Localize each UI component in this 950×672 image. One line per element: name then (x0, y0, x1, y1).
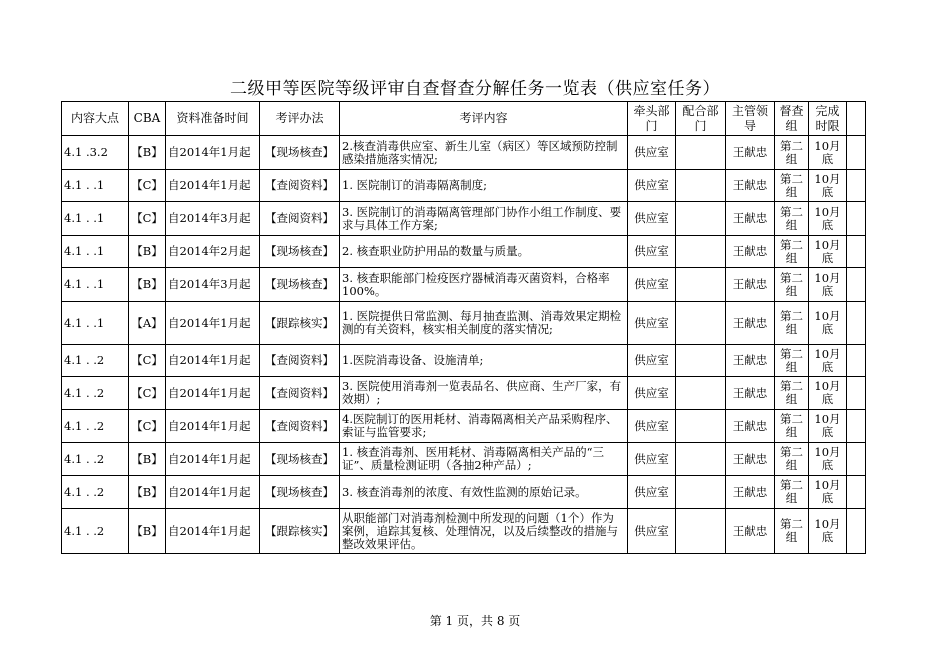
coop-dept-cell (676, 377, 726, 410)
leader-cell: 王献忠 (726, 377, 775, 410)
header-cell: 督查组 (775, 102, 809, 136)
row-id-cell: 4.1 . .1 (62, 202, 129, 236)
leader-cell: 王献忠 (726, 410, 775, 443)
deadline-cell: 10月底 (809, 302, 847, 345)
coop-dept-cell (676, 202, 726, 236)
deadline-cell: 10月底 (809, 476, 847, 509)
leader-cell: 王献忠 (726, 136, 775, 170)
content-cell: 3. 医院使用消毒剂一览表品名、供应商、生产厂家，有效期）; (340, 377, 628, 410)
content-cell: 3. 核查消毒剂的浓度、有效性监测的原始记录。 (340, 476, 628, 509)
lead-dept-cell: 供应室 (628, 345, 676, 377)
coop-dept-cell (676, 268, 726, 302)
content-cell: 3. 核查职能部门检疫医疗器械消毒灭菌资料，合格率100%。 (340, 268, 628, 302)
deadline-cell: 10月底 (809, 170, 847, 202)
method-cell: 【跟踪核实】 (260, 302, 340, 345)
content-cell: 1.医院消毒设备、设施清单; (340, 345, 628, 377)
leader-cell: 王献忠 (726, 476, 775, 509)
row-id-cell: 4.1 . .2 (62, 509, 129, 554)
method-cell: 【现场核查】 (260, 443, 340, 476)
cba-cell: 【B】 (129, 509, 166, 554)
page-footer: 第 1 页，共 8 页 (429, 614, 521, 628)
row-id-cell: 4.1 . .1 (62, 170, 129, 202)
table-row (62, 202, 866, 236)
coop-dept-cell (676, 302, 726, 345)
deadline-cell: 10月底 (809, 345, 847, 377)
deadline-cell: 10月底 (809, 202, 847, 236)
leader-cell: 王献忠 (726, 443, 775, 476)
prep-time-cell: 自2014年1月起 (166, 377, 260, 410)
lead-dept-cell: 供应室 (628, 410, 676, 443)
table-row (62, 345, 866, 377)
method-cell: 【查阅资料】 (260, 345, 340, 377)
table-row (62, 443, 866, 476)
table-row (62, 302, 866, 345)
row-id-cell: 4.1 . .1 (62, 302, 129, 345)
empty-cell (847, 302, 866, 345)
row-id-cell: 4.1 . .1 (62, 268, 129, 302)
content-cell: 4.医院制订的医用耗材、消毒隔离相关产品采购程序、索证与监管要求; (340, 410, 628, 443)
header-cell: 考评办法 (260, 102, 340, 136)
method-cell: 【查阅资料】 (260, 377, 340, 410)
row-id-cell: 4.1 . .2 (62, 476, 129, 509)
prep-time-cell: 自2014年1月起 (166, 509, 260, 554)
coop-dept-cell (676, 170, 726, 202)
deadline-cell: 10月底 (809, 136, 847, 170)
empty-cell (847, 268, 866, 302)
empty-cell (847, 236, 866, 268)
cba-cell: 【C】 (129, 377, 166, 410)
cba-cell: 【C】 (129, 170, 166, 202)
table-row (62, 268, 866, 302)
prep-time-cell: 自2014年1月起 (166, 410, 260, 443)
cba-cell: 【B】 (129, 236, 166, 268)
row-id-cell: 4.1 .3.2 (62, 136, 129, 170)
table-row (62, 136, 866, 170)
group-cell: 第二组 (775, 268, 809, 302)
coop-dept-cell (676, 443, 726, 476)
table-row (62, 476, 866, 509)
content-cell: 1. 医院制订的消毒隔离制度; (340, 170, 628, 202)
empty-cell (847, 476, 866, 509)
page-title: 二级甲等医院等级评审自查督查分解任务一览表（供应室任务） (230, 79, 720, 99)
header-cell: 配合部门 (676, 102, 726, 136)
empty-cell (847, 136, 866, 170)
coop-dept-cell (676, 236, 726, 268)
group-cell: 第二组 (775, 170, 809, 202)
content-cell: 3. 医院制订的消毒隔离管理部门协作小组工作制度、要求与具体工作方案; (340, 202, 628, 236)
cba-cell: 【B】 (129, 443, 166, 476)
coop-dept-cell (676, 136, 726, 170)
row-id-cell: 4.1 . .2 (62, 443, 129, 476)
empty-cell (847, 410, 866, 443)
header-row (62, 102, 866, 136)
leader-cell: 王献忠 (726, 202, 775, 236)
empty-cell (847, 345, 866, 377)
header-cell: 牵头部门 (628, 102, 676, 136)
empty-cell (847, 377, 866, 410)
lead-dept-cell: 供应室 (628, 170, 676, 202)
lead-dept-cell: 供应室 (628, 302, 676, 345)
coop-dept-cell (676, 345, 726, 377)
deadline-cell: 10月底 (809, 377, 847, 410)
prep-time-cell: 自2014年3月起 (166, 268, 260, 302)
group-cell: 第二组 (775, 202, 809, 236)
leader-cell: 王献忠 (726, 236, 775, 268)
deadline-cell: 10月底 (809, 268, 847, 302)
prep-time-cell: 自2014年1月起 (166, 443, 260, 476)
table-row (62, 410, 866, 443)
content-cell: 2.核查消毒供应室、新生儿室（病区）等区域预防控制感染措施落实情况; (340, 136, 628, 170)
header-cell: 内容大点 (62, 102, 129, 136)
header-cell: 主管领导 (726, 102, 775, 136)
group-cell: 第二组 (775, 509, 809, 554)
method-cell: 【查阅资料】 (260, 170, 340, 202)
leader-cell: 王献忠 (726, 302, 775, 345)
lead-dept-cell: 供应室 (628, 509, 676, 554)
method-cell: 【现场核查】 (260, 136, 340, 170)
coop-dept-cell (676, 509, 726, 554)
empty-cell (847, 443, 866, 476)
leader-cell: 王献忠 (726, 345, 775, 377)
header-cell: 资料准备时间 (166, 102, 260, 136)
lead-dept-cell: 供应室 (628, 476, 676, 509)
prep-time-cell: 自2014年3月起 (166, 202, 260, 236)
cba-cell: 【C】 (129, 202, 166, 236)
group-cell: 第二组 (775, 377, 809, 410)
group-cell: 第二组 (775, 476, 809, 509)
lead-dept-cell: 供应室 (628, 377, 676, 410)
content-cell: 从职能部门对消毒剂检测中所发现的问题（1个）作为案例，追踪其复核、处理情况，以及后续整改的措施与整改效果评估。 (340, 509, 628, 554)
empty-cell (847, 202, 866, 236)
cba-cell: 【B】 (129, 136, 166, 170)
empty-cell (847, 170, 866, 202)
deadline-cell: 10月底 (809, 236, 847, 268)
content-cell: 1. 核查消毒剂、医用耗材、消毒隔离相关产品的“三证”、质量检测证明（各抽2种产品）; (340, 443, 628, 476)
lead-dept-cell: 供应室 (628, 236, 676, 268)
header-cell: 考评内容 (340, 102, 628, 136)
lead-dept-cell: 供应室 (628, 268, 676, 302)
coop-dept-cell (676, 476, 726, 509)
deadline-cell: 10月底 (809, 509, 847, 554)
prep-time-cell: 自2014年1月起 (166, 476, 260, 509)
content-cell: 2. 核查职业防护用品的数量与质量。 (340, 236, 628, 268)
cba-cell: 【B】 (129, 476, 166, 509)
deadline-cell: 10月底 (809, 443, 847, 476)
group-cell: 第二组 (775, 443, 809, 476)
method-cell: 【查阅资料】 (260, 410, 340, 443)
cba-cell: 【C】 (129, 410, 166, 443)
group-cell: 第二组 (775, 410, 809, 443)
group-cell: 第二组 (775, 236, 809, 268)
coop-dept-cell (676, 410, 726, 443)
table-row (62, 509, 866, 554)
leader-cell: 王献忠 (726, 170, 775, 202)
group-cell: 第二组 (775, 302, 809, 345)
prep-time-cell: 自2014年1月起 (166, 170, 260, 202)
lead-dept-cell: 供应室 (628, 136, 676, 170)
method-cell: 【查阅资料】 (260, 202, 340, 236)
row-id-cell: 4.1 . .1 (62, 236, 129, 268)
task-table (61, 101, 866, 554)
header-cell: 完成时限 (809, 102, 847, 136)
cba-cell: 【B】 (129, 268, 166, 302)
prep-time-cell: 自2014年1月起 (166, 302, 260, 345)
method-cell: 【现场核查】 (260, 268, 340, 302)
header-cell-empty (847, 102, 866, 136)
method-cell: 【现场核查】 (260, 476, 340, 509)
group-cell: 第二组 (775, 345, 809, 377)
lead-dept-cell: 供应室 (628, 443, 676, 476)
table-row (62, 377, 866, 410)
prep-time-cell: 自2014年2月起 (166, 236, 260, 268)
method-cell: 【跟踪核实】 (260, 509, 340, 554)
row-id-cell: 4.1 . .2 (62, 410, 129, 443)
header-cell: CBA (129, 102, 166, 136)
content-cell: 1. 医院提供日常监测、每月抽查监测、消毒效果定期检测的有关资料，核实相关制度的落实情况; (340, 302, 628, 345)
empty-cell (847, 509, 866, 554)
prep-time-cell: 自2014年1月起 (166, 345, 260, 377)
prep-time-cell: 自2014年1月起 (166, 136, 260, 170)
row-id-cell: 4.1 . .2 (62, 345, 129, 377)
group-cell: 第二组 (775, 136, 809, 170)
method-cell: 【现场核查】 (260, 236, 340, 268)
table-row (62, 170, 866, 202)
leader-cell: 王献忠 (726, 268, 775, 302)
leader-cell: 王献忠 (726, 509, 775, 554)
row-id-cell: 4.1 . .2 (62, 377, 129, 410)
lead-dept-cell: 供应室 (628, 202, 676, 236)
table-row (62, 236, 866, 268)
cba-cell: 【C】 (129, 345, 166, 377)
deadline-cell: 10月底 (809, 410, 847, 443)
cba-cell: 【A】 (129, 302, 166, 345)
